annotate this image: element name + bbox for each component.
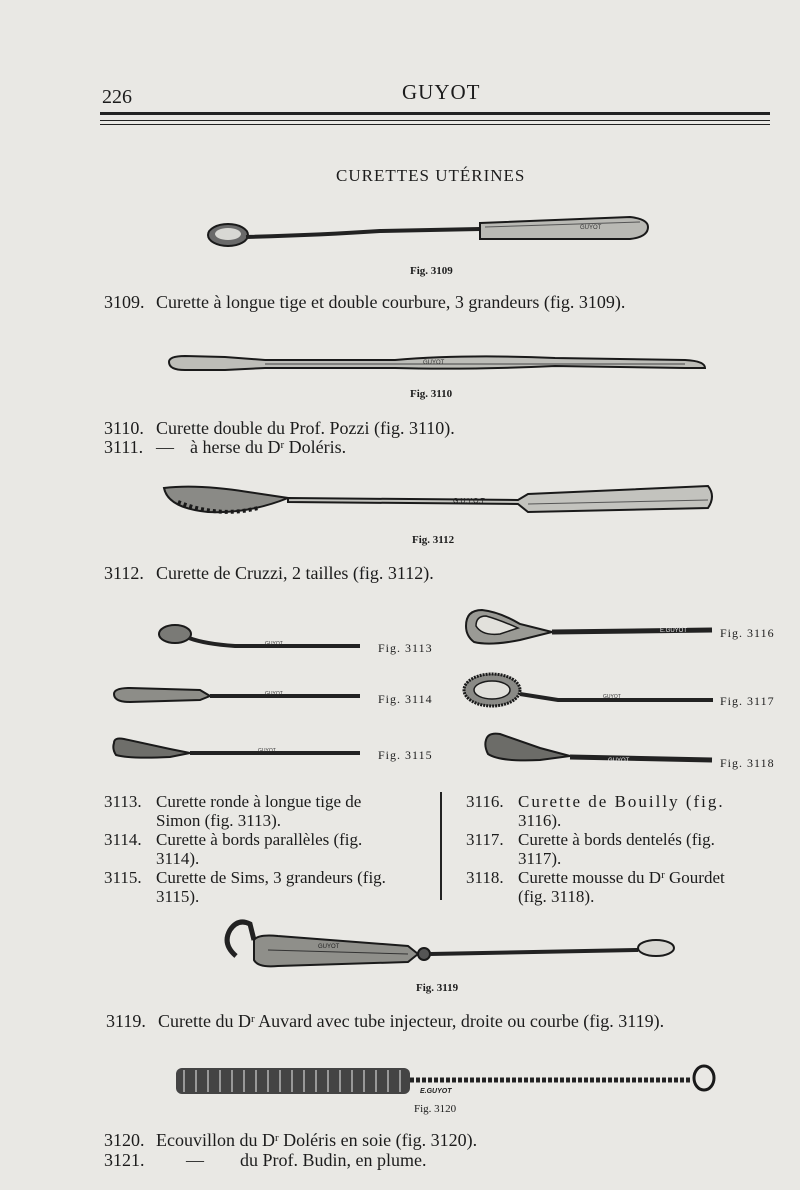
entry-3112	[104, 563, 434, 584]
entry-text-line1: Curette de Bouilly (fig.	[518, 792, 725, 811]
entry-text-line1: Curette ronde à longue tige de	[156, 792, 362, 811]
header-rule-thin-2	[100, 124, 770, 125]
entry-text: Curette de Cruzzi, 2 tailles (fig. 3112).	[156, 563, 434, 583]
entry-number: 3111.	[104, 437, 144, 457]
instrument-stamp: GUYOT	[265, 691, 283, 697]
curette-3114-illustration	[110, 684, 365, 708]
entry-number: 3116.	[466, 792, 504, 811]
fig-3116-label: Fig. 3116	[720, 626, 775, 640]
entry-text-line2: 3116).	[518, 811, 562, 830]
entry-text: Ecouvillon du $D^r$ Doléris en soie (fig. 3120).	[156, 1130, 478, 1150]
entry-text-line1: Curette mousse du $D^r$ Gourdet	[518, 868, 725, 887]
curette-3119-illustration	[218, 914, 678, 976]
instrument-stamp: GUYOT	[258, 748, 276, 754]
entry-text-line1: Curette à bords dentelés (fig.	[518, 830, 715, 849]
ditto-dash: —	[156, 437, 174, 457]
entry-number: 3110.	[104, 418, 144, 438]
fig-3114-label: Fig. 3114	[378, 692, 433, 706]
entry-text: Curette du $D^r$ Auvard avec tube injecteur, droite ou courbe (fig. 3119).	[158, 1011, 665, 1031]
entry-number: 3115.	[104, 868, 142, 887]
entry-number: 3119.	[106, 1011, 146, 1031]
curette-3110-illustration	[165, 348, 715, 380]
fig-3120-label: Fig. 3120	[414, 1103, 457, 1115]
instrument-stamp: GUYOT	[265, 641, 283, 647]
entry-3119	[106, 1011, 664, 1032]
curette-3115-illustration	[110, 735, 365, 765]
fig-3117-label: Fig. 3117	[720, 694, 775, 708]
entry-text: du Prof. Budin, en plume.	[240, 1150, 427, 1170]
column-divider	[440, 792, 442, 900]
entry-3114	[104, 830, 434, 868]
entry-3118	[466, 868, 796, 906]
entry-text-line2: 3114).	[156, 849, 200, 868]
curette-3118-illustration	[480, 730, 716, 770]
entry-3109	[104, 292, 625, 313]
fig-3118-label: Fig. 3118	[720, 756, 775, 770]
instrument-stamp: G.U.Y.O.T	[453, 498, 485, 505]
header-rule-thin	[100, 120, 770, 121]
entry-number: 3118.	[466, 868, 504, 887]
section-title: CURETTES UTÉRINES	[336, 166, 526, 185]
entry-3121	[104, 1150, 427, 1171]
entry-3110	[104, 418, 455, 439]
entry-text-line1: Curette à bords parallèles (fig.	[156, 830, 363, 849]
entry-3113	[104, 792, 434, 830]
entry-text-line2: Simon (fig. 3113).	[156, 811, 281, 830]
instrument-stamp: GUYOT	[608, 758, 630, 764]
entry-text: Curette double du Prof. Pozzi (fig. 3110).	[156, 418, 455, 438]
entry-text-line2: 3115).	[156, 887, 200, 906]
fig-3109-label: Fig. 3109	[410, 265, 453, 277]
entry-3117	[466, 830, 796, 868]
entry-text-line2: 3117).	[518, 849, 562, 868]
entry-text-line2: (fig. 3118).	[518, 887, 595, 906]
instrument-stamp: GUYOT	[580, 225, 602, 231]
curette-3112-illustration	[158, 478, 723, 530]
entry-3120	[104, 1130, 477, 1151]
instrument-stamp: E.GUYOT	[420, 1088, 452, 1095]
curette-3117-illustration	[458, 668, 716, 712]
fig-3112-label: Fig. 3112	[412, 534, 455, 546]
brush-3120-illustration	[172, 1062, 722, 1098]
fig-3119-label: Fig. 3119	[416, 982, 459, 994]
entry-text: Curette à longue tige et double courbure, 3 grandeurs (fig. 3109).	[156, 292, 626, 312]
fig-3113-label: Fig. 3113	[378, 641, 433, 655]
instrument-stamp: GUYOT	[423, 360, 445, 366]
entry-number: 3121.	[104, 1150, 145, 1170]
entry-number: 3114.	[104, 830, 142, 849]
page-number: 226	[102, 86, 132, 108]
entry-text: à herse du D	[190, 437, 281, 457]
curette-3116-illustration	[460, 606, 715, 650]
entry-number: 3112.	[104, 563, 144, 583]
ditto-dash: —	[186, 1150, 204, 1170]
header-rule-thick	[100, 112, 770, 115]
entry-number: 3113.	[104, 792, 142, 811]
entry-3116	[466, 792, 796, 830]
entry-number: 3117.	[466, 830, 504, 849]
instrument-stamp: GUYOT	[318, 944, 340, 950]
curette-3113-illustration	[155, 622, 365, 654]
entry-number: 3120.	[104, 1130, 145, 1150]
instrument-stamp: E.GUYOT	[660, 628, 688, 634]
curette-3109-illustration	[200, 205, 660, 255]
entry-3111: 3111. — à herse du $D^r$ Doléris.	[104, 437, 347, 457]
fig-3115-label: Fig. 3115	[378, 748, 433, 762]
page-header-title: GUYOT	[402, 80, 481, 104]
entry-text-line1: Curette de Sims, 3 grandeurs (fig.	[156, 868, 386, 887]
entry-3115	[104, 868, 434, 906]
instrument-stamp: GUYOT	[603, 694, 621, 700]
entry-number: 3109.	[104, 292, 145, 312]
fig-3110-label: Fig. 3110	[410, 388, 453, 400]
